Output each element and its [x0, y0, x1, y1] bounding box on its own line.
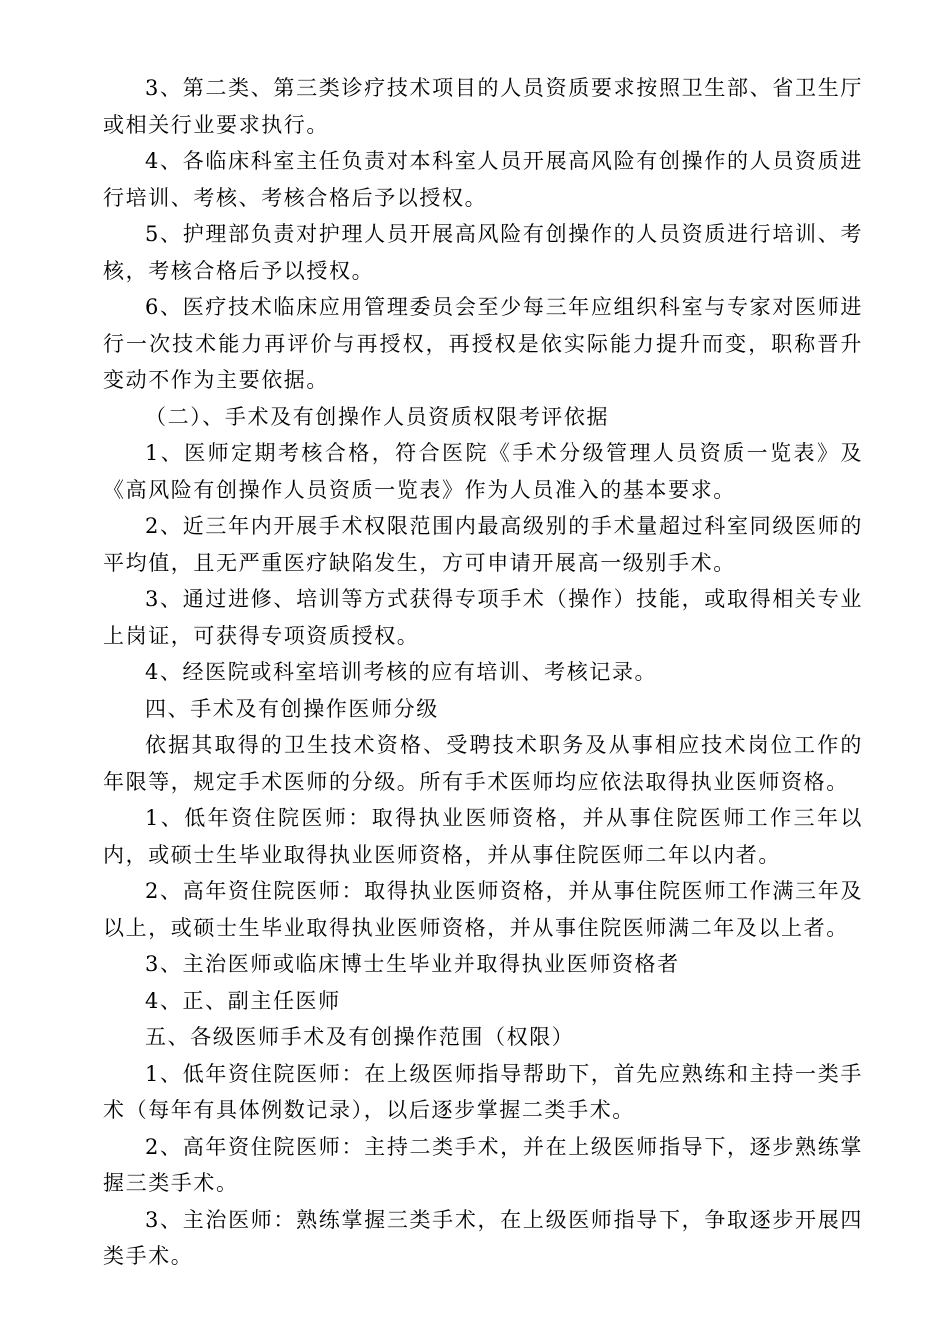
paragraph-scope-2: 2、高年资住院医师：主持二类手术，并在上级医师指导下，逐步熟练掌握三类手术。 — [103, 1134, 863, 1195]
section-heading-evaluation-basis: （二）、手术及有创操作人员资质权限考评依据 — [145, 404, 610, 429]
paragraph-item-4: 4、各临床科室主任负责对本科室人员开展高风险有创操作的人员资质进行培训、考核、考核合格后予以授权。 — [103, 149, 863, 210]
paragraph-grading-intro: 依据其取得的卫生技术资格、受聘技术职务及从事相应技术岗位工作的年限等，规定手术医师的分级。所有手术医师均应依法取得执业医师资格。 — [103, 733, 863, 794]
section-heading-surgery-scope: 五、各级医师手术及有创操作范围（权限） — [145, 1025, 575, 1049]
paragraph-basis-3: 3、通过进修、培训等方式获得专项手术（操作）技能，或取得相关专业上岗证，可获得专项资质授权。 — [103, 587, 863, 648]
paragraph-scope-3: 3、主治医师：熟练掌握三类手术，在上级医师指导下，争取逐步开展四类手术。 — [103, 1207, 863, 1268]
paragraph-grading-4: 4、正、副主任医师 — [145, 988, 341, 1013]
paragraph-item-5: 5、护理部负责对护理人员开展高风险有创操作的人员资质进行培训、考核，考核合格后予以授权。 — [103, 222, 863, 283]
paragraph-item-3: 3、第二类、第三类诊疗技术项目的人员资质要求按照卫生部、省卫生厅或相关行业要求执行。 — [103, 76, 863, 137]
paragraph-basis-2: 2、近三年内开展手术权限范围内最高级别的手术量超过科室同级医师的平均值，且无严重医疗缺陷发生，方可申请开展高一级别手术。 — [103, 514, 863, 575]
section-heading-physician-grading: 四、手术及有创操作医师分级 — [145, 696, 439, 721]
paragraph-grading-3: 3、主治医师或临床博士生毕业并取得执业医师资格者 — [145, 952, 680, 976]
paragraph-grading-2: 2、高年资住院医师：取得执业医师资格，并从事住院医师工作满三年及以上，或硕士生毕业取得执业医师资格，并从事住院医师满二年及以上者。 — [103, 879, 863, 940]
paragraph-scope-1: 1、低年资住院医师：在上级医师指导帮助下，首先应熟练和主持一类手术（每年有具体例数记录），以后逐步掌握二类手术。 — [103, 1061, 863, 1122]
paragraph-grading-1: 1、低年资住院医师：取得执业医师资格，并从事住院医师工作三年以内，或硕士生毕业取得执业医师资格，并从事住院医师二年以内者。 — [103, 806, 863, 867]
paragraph-basis-1: 1、医师定期考核合格，符合医院《手术分级管理人员资质一览表》及《高风险有创操作人员资质一览表》作为人员准入的基本要求。 — [103, 441, 863, 502]
paragraph-item-6: 6、医疗技术临床应用管理委员会至少每三年应组织科室与专家对医师进行一次技术能力再评价与再授权，再授权是依实际能力提升而变，职称晋升变动不作为主要依据。 — [103, 295, 863, 392]
document-body — [103, 70, 863, 1275]
paragraph-basis-4: 4、经医院或科室培训考核的应有培训、考核记录。 — [145, 660, 658, 684]
